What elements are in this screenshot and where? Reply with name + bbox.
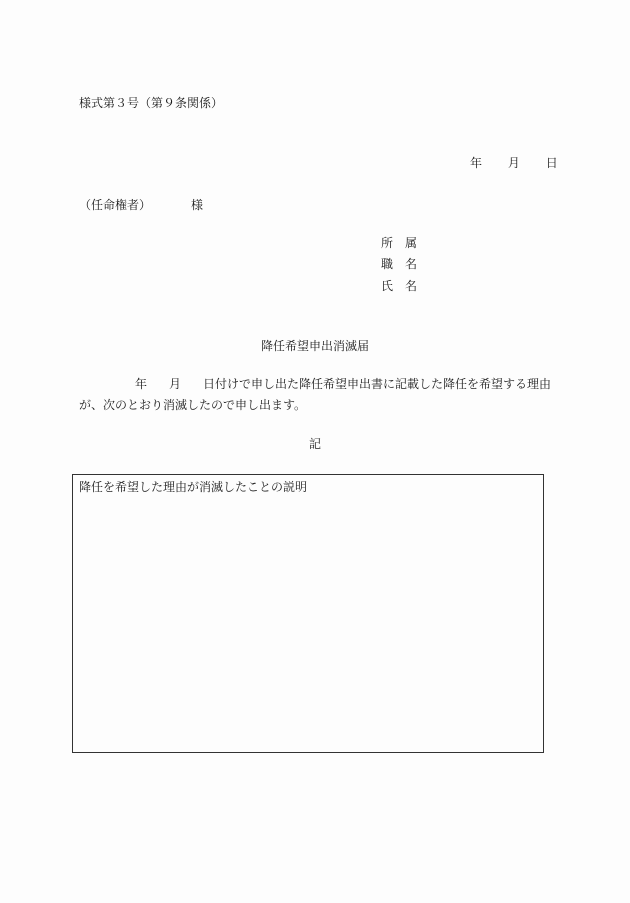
date-line xyxy=(470,157,558,169)
affiliation-label-char-1: 所 xyxy=(381,236,394,250)
body-year-label: 年 xyxy=(135,377,148,391)
applicant-name-row xyxy=(381,280,429,292)
appointing-authority-label: （任命権者） xyxy=(79,198,152,212)
reason-box-label: 降任を希望した理由が消滅したことの説明 xyxy=(79,480,308,494)
reason-explanation-box xyxy=(72,474,544,753)
name-label-char-2: 名 xyxy=(405,279,418,293)
position-label-char-2: 名 xyxy=(405,257,418,271)
body-month-label: 月 xyxy=(169,377,182,391)
document-title: 降任希望申出消滅届 xyxy=(260,339,369,353)
position-label-char-1: 職 xyxy=(381,257,394,271)
honorific-sama: 様 xyxy=(191,198,204,212)
form-number: 様式第３号（第９条関係） xyxy=(79,96,224,110)
body-line-1-text: 日付けで申し出た降任希望申出書に記載した降任を希望する理由 xyxy=(203,377,552,391)
date-day-label: 日 xyxy=(545,156,558,170)
ki-heading: 記 xyxy=(308,437,321,451)
applicant-affiliation-row xyxy=(381,237,429,249)
name-label-char-1: 氏 xyxy=(381,279,394,293)
body-paragraph-line-2: が、次のとおり消滅したので申し出ます。 xyxy=(79,398,307,412)
date-year-label: 年 xyxy=(470,156,483,170)
addressee-line xyxy=(79,199,203,211)
date-month-label: 月 xyxy=(507,156,520,170)
applicant-position-row xyxy=(381,258,429,270)
affiliation-label-char-2: 属 xyxy=(405,236,418,250)
body-paragraph-line-1 xyxy=(79,378,551,390)
